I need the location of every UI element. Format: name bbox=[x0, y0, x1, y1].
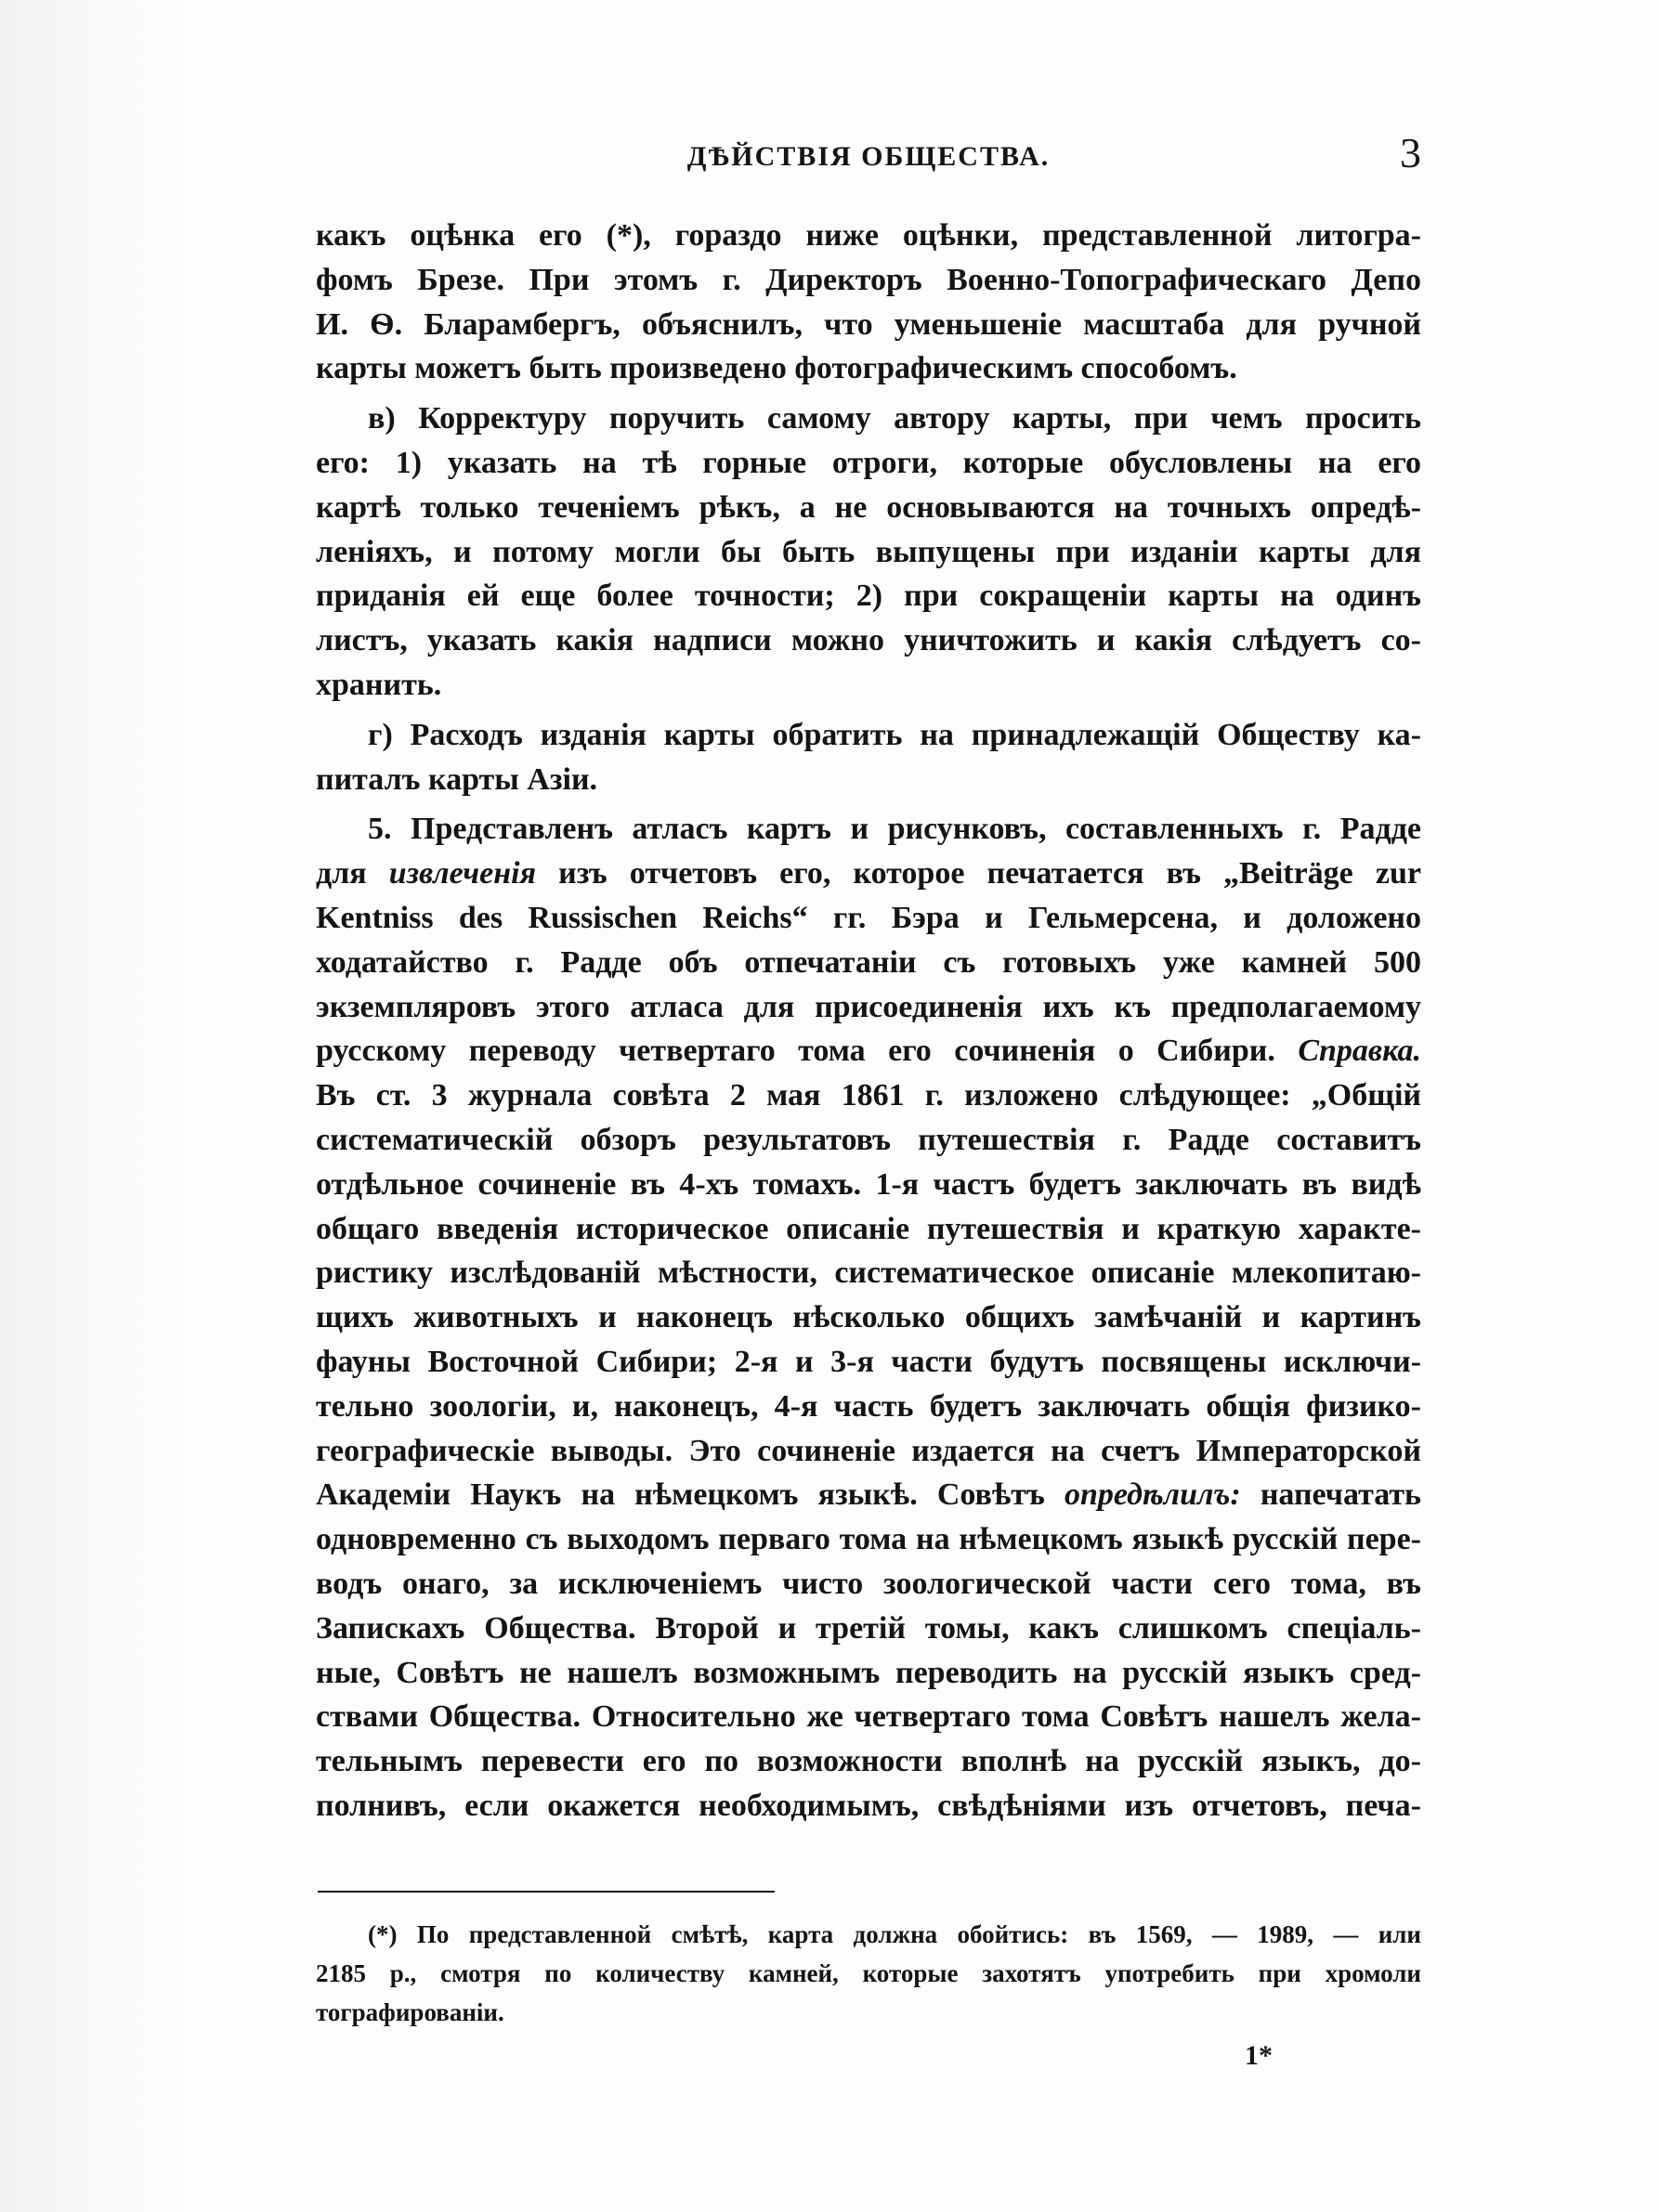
text-line bbox=[316, 1029, 1421, 1073]
text-line: Въ ст. 3 журнала совѣта 2 мая 1861 г. изложено слѣдующее: „Общій bbox=[316, 1078, 1421, 1113]
footnote-divider bbox=[318, 1891, 775, 1893]
text-line: карты можетъ быть произведено фотографическимъ способомъ. bbox=[316, 351, 1237, 386]
page-gutter-shading bbox=[0, 0, 190, 2212]
text-line: Запискахъ Общества. Второй и третій томы, какъ слишкомъ спеціаль- bbox=[316, 1610, 1421, 1646]
running-title: ДѢЙСТВІЯ ОБЩЕСТВА. bbox=[686, 141, 1051, 172]
text-line: И. Ѳ. Бларамбергъ, объяснилъ, что уменьшеніе масштаба для ручной bbox=[316, 306, 1421, 342]
text-line: его: 1) указать на тѣ горные отроги, которые обусловлены на его bbox=[316, 445, 1421, 480]
footnote-line: (*) По представленной смѣтѣ, карта должна обойтись: въ 1569, — 1989, — или bbox=[368, 1920, 1421, 1948]
italic-term: опредѣлилъ: bbox=[1064, 1477, 1241, 1513]
text-line: картѣ только теченіемъ рѣкъ, а не основываются на точныхъ опредѣ- bbox=[316, 489, 1421, 525]
footnote-line: 2185 р., смотря по количеству камней, которые захотятъ употребить при хромоли bbox=[316, 1959, 1421, 1987]
footnote bbox=[316, 1915, 1421, 2032]
text-line: ходатайство г. Радде объ отпечатаніи съ готовыхъ уже камней 500 bbox=[316, 944, 1421, 980]
text-line: географическіе выводы. Это сочиненіе издается на счетъ Императорской bbox=[316, 1433, 1421, 1468]
text-line bbox=[316, 852, 1421, 896]
footnote-line: тографированіи. bbox=[316, 1998, 504, 2026]
italic-term: извлеченія bbox=[388, 856, 537, 891]
text-line: Kentniss des Russischen Reichs“ гг. Бэра и Гельмерсена, и доложено bbox=[316, 900, 1421, 935]
text-line: приданія ей еще более точности; 2) при сокращеніи карты на одинъ bbox=[316, 579, 1421, 614]
text-line: систематическій обзоръ результатовъ путешествія г. Радде составитъ bbox=[316, 1122, 1421, 1157]
text-line: питалъ карты Азіи. bbox=[316, 761, 598, 797]
text-fragment: русскому переводу четвертаго тома его сочиненія о Сибири. bbox=[316, 1034, 1275, 1069]
text-line: отдѣльное сочиненіе въ 4-хъ томахъ. 1-я частъ будетъ заключать въ видѣ bbox=[316, 1166, 1421, 1202]
page-number: 3 bbox=[1400, 129, 1421, 176]
text-line: листъ, указать какія надписи можно уничтожить и какія слѣдуетъ со- bbox=[316, 623, 1421, 658]
text-line: водъ онаго, за исключеніемъ чисто зоологической части сего тома, въ bbox=[316, 1566, 1421, 1601]
text-line: 5. Представленъ атласъ картъ и рисунковъ, составленныхъ г. Радде bbox=[368, 812, 1421, 847]
text-line: щихъ животныхъ и наконецъ нѣсколько общихъ замѣчаній и картинъ bbox=[316, 1300, 1421, 1335]
main-text bbox=[316, 214, 1421, 1828]
text-fragment: для bbox=[316, 856, 367, 891]
text-line: одновременно съ выходомъ перваго тома на нѣмецкомъ языкѣ русскій пере- bbox=[316, 1522, 1421, 1557]
text-line: хранить. bbox=[316, 667, 442, 702]
text-line bbox=[316, 1473, 1421, 1517]
text-line: тельнымъ перевести его по возможности вполнѣ на русскій языкъ, до- bbox=[316, 1744, 1421, 1779]
page-header bbox=[316, 128, 1421, 184]
text-line: ристику изслѣдованій мѣстности, систематическое описаніе млекопитаю- bbox=[316, 1256, 1421, 1291]
text-line: фауны Восточной Сибири; 2-я и 3-я части будутъ посвящены исключи- bbox=[316, 1344, 1421, 1379]
text-fragment: Академіи Наукъ на нѣмецкомъ языкѣ. Совѣтъ bbox=[316, 1477, 1045, 1513]
text-line: г) Расходъ изданія карты обратить на принадлежащій Обществу ка- bbox=[368, 717, 1421, 752]
text-line: тельно зоологіи, и, наконецъ, 4-я часть будетъ заключать общія физико- bbox=[316, 1388, 1421, 1424]
text-line: в) Корректуру поручить самому автору карты, при чемъ просить bbox=[368, 401, 1421, 436]
text-line: полнивъ, если окажется необходимымъ, свѣдѣніями изъ отчетовъ, печа- bbox=[316, 1788, 1421, 1823]
text-fragment: изъ отчетовъ его, которое печатается въ „Beiträge zur bbox=[558, 856, 1421, 891]
text-fragment: напечатать bbox=[1260, 1477, 1422, 1513]
italic-term: Справка. bbox=[1298, 1034, 1422, 1069]
text-line: леніяхъ, и потому могли бы быть выпущены при изданіи карты для bbox=[316, 534, 1421, 569]
text-line: какъ оцѣнка его (*), гораздо ниже оцѣнки, представленной литогра- bbox=[316, 218, 1421, 253]
signature-mark: 1* bbox=[1245, 2040, 1273, 2071]
text-line: ствами Общества. Относительно же четвертаго тома Совѣтъ нашелъ жела- bbox=[316, 1699, 1421, 1735]
text-line: фомъ Брезе. При этомъ г. Директоръ Военно-Топографическаго Депо bbox=[316, 262, 1421, 297]
text-line: экземпляровъ этого атласа для присоединенія ихъ къ предполагаемому bbox=[316, 989, 1421, 1024]
text-line: ные, Совѣтъ не нашелъ возможнымъ переводить на русскій языкъ сред- bbox=[316, 1655, 1421, 1690]
text-line: общаго введенія историческое описаніе путешествія и краткую характе- bbox=[316, 1211, 1421, 1246]
